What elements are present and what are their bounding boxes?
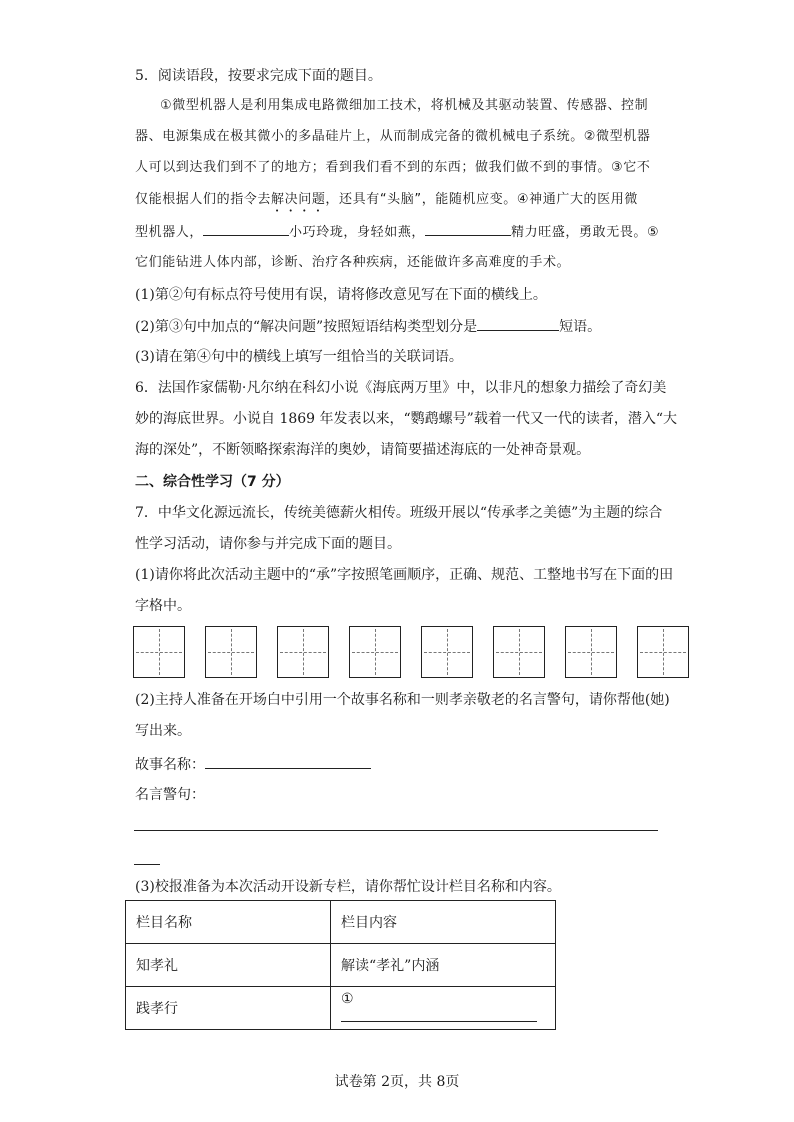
table-cell-answer[interactable] (331, 987, 556, 1030)
story-name-blank[interactable] (205, 754, 371, 769)
table-cell: 解读“孝礼”内涵 (331, 944, 556, 987)
table-header-cell: 栏目名称 (126, 901, 331, 944)
tian-grid-6[interactable] (493, 626, 545, 678)
tian-grid-2[interactable] (205, 626, 257, 678)
table-cell: 践孝行 (126, 987, 331, 1030)
q5-passage-line-4 (135, 190, 638, 215)
q7-line-1: 7．中华文化源远流长，传统美德薪火相传。班级开展以“传承孝之美德”为主题的综合 (135, 505, 663, 521)
q5-sub-3: (3)请在第④句中的横线上填写一组恰当的关联词语。 (135, 349, 463, 365)
q5-title: 5．阅读语段，按要求完成下面的题目。 (135, 68, 382, 84)
dotted-phrase: 解决问题 (271, 192, 326, 207)
section-heading: 二、综合性学习（7 分） (135, 474, 290, 490)
q5-passage-5-a: 型机器人， (135, 225, 204, 240)
q7-sub-1-line-2: 字格中。 (135, 598, 191, 614)
tian-grid-4[interactable] (349, 626, 401, 678)
table-row (126, 944, 556, 987)
q7-sub-1-line-1: (1)请你将此次活动主题中的“承”字按照笔画顺序，正确、规范、工整地书写在下面的田 (135, 567, 674, 583)
q7-sub-2-line-2: 写出来。 (135, 723, 191, 739)
story-name-label: 故事名称： (135, 757, 205, 773)
q5-passage-line-5 (135, 221, 659, 243)
q5-passage-4-pre: 仅能根据人们的指令去 (135, 192, 272, 207)
table-header-row (126, 901, 556, 944)
q5-sub-2-post: 短语。 (559, 319, 602, 335)
answer-blank-1[interactable] (203, 221, 289, 236)
answer-blank-2[interactable] (425, 221, 511, 236)
tian-grid-1[interactable] (133, 626, 185, 678)
q6-line-1: 6．法国作家儒勒·凡尔纳在科幻小说《海底两万里》中，以非凡的想象力描绘了奇幻美 (135, 380, 667, 396)
q7-sub-3: (3)校报准备为本次活动开设新专栏，请你帮忙设计栏目名称和内容。 (135, 879, 561, 895)
q6-line-3: 海的深处”，不断领略探索海洋的奥妙，请简要描述海底的一处神奇景观。 (135, 442, 591, 458)
q5-sub-1: (1)第②句有标点符号使用有误，请将修改意见写在下面的横线上。 (135, 287, 547, 303)
tian-grid-3[interactable] (277, 626, 329, 678)
tian-grid-7[interactable] (565, 626, 617, 678)
table-header-cell: 栏目内容 (331, 901, 556, 944)
table-row (126, 987, 556, 1030)
answer-blank-table[interactable] (341, 1007, 537, 1022)
column-design-table (125, 900, 556, 1030)
q5-sub-2-pre: (2)第③句中加点的“解决问题”按照短语结构类型划分是 (135, 319, 478, 335)
page-footer: 试卷第 2页，共 8页 (334, 1074, 460, 1090)
quote-blank-short[interactable] (134, 864, 160, 865)
tian-grid-8[interactable] (637, 626, 689, 678)
story-name-row (135, 754, 371, 775)
q7-sub-2-line-1: (2)主持人准备在开场白中引用一个故事名称和一则孝亲敬老的名言警句，请你帮他(她) (135, 692, 670, 708)
q5-passage-line-3: 人可以到达我们到不了的地方；看到我们看不到的东西；做我们做不到的事情。③它不 (135, 160, 651, 175)
tian-grid-5[interactable] (421, 626, 473, 678)
quote-blank-long[interactable] (134, 830, 658, 831)
table-cell: 知孝礼 (126, 944, 331, 987)
q5-passage-4-post: ，还具有“头脑”，能随机应变。④神通广大的医用微 (325, 192, 638, 207)
q6-line-2: 妙的海底世界。小说自 1869 年发表以来，“鹦鹉螺号”载着一代又一代的读者，潜入“大 (135, 411, 677, 427)
quote-label: 名言警句： (135, 787, 205, 803)
q5-passage-line-1: ①微型机器人是利用集成电路微细加工技术，将机械及其驱动装置、传感器、控制 (160, 98, 649, 113)
q5-passage-line-2: 器、电源集成在极其微小的多晶硅片上，从而制成完备的微机械电子系统。②微型机器 (135, 129, 651, 144)
q5-passage-line-6: 它们能钻进人体内部，诊断、治疗各种疾病，还能做许多高难度的手术。 (135, 255, 571, 270)
q7-line-2: 性学习活动，请你参与并完成下面的题目。 (135, 536, 401, 552)
q5-passage-5-c: 精力旺盛，勇敢无畏。⑤ (511, 225, 660, 240)
q5-sub-2 (135, 316, 601, 337)
q5-passage-5-b: 小巧玲珑，身轻如燕， (289, 225, 426, 240)
circled-marker: ① (341, 990, 354, 1007)
answer-blank-3[interactable] (477, 316, 559, 331)
